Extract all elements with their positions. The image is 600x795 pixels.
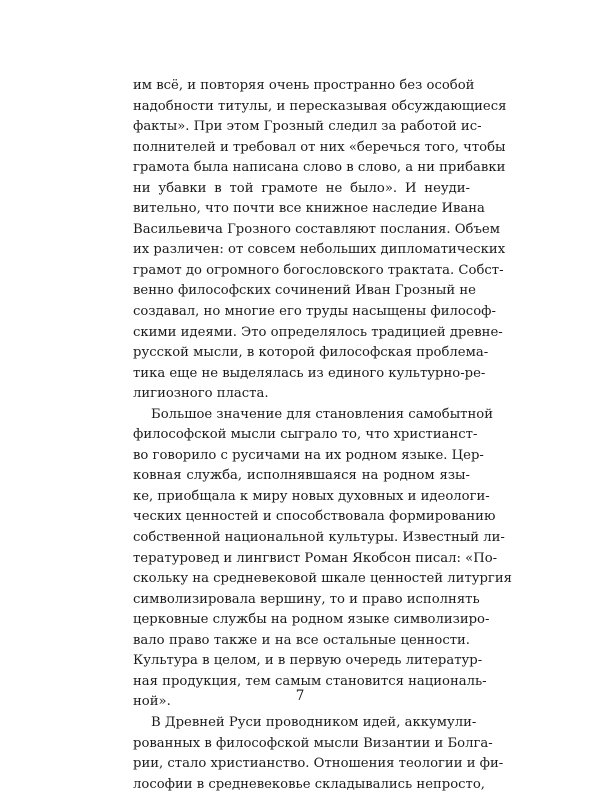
text-line: скими идеями. Это определялось традицией древне- — [133, 324, 503, 340]
page-number: 7 — [295, 688, 305, 704]
text-line: Васильевича Грозного составляют послания. Объем — [133, 221, 500, 237]
text-line: ке, приобщала к миру новых духовных и идеологи- — [133, 488, 490, 504]
text-line: во говорило с русичами на их родном языке. Цер- — [133, 447, 484, 463]
text-line: ной». — [133, 694, 171, 710]
text-line: венно философских сочинений Иван Грозный не — [133, 283, 476, 299]
text-line: грамота была написана слово в слово, а ни прибавки — [133, 160, 506, 176]
text-line: ческих ценностей и способствовала формированию — [133, 509, 496, 525]
text-line: русской мысли, в которой философская проблема- — [133, 345, 489, 361]
text-line: вало право также и на все остальные ценности. — [133, 632, 470, 648]
text-line: собственной национальной культуры. Известный ли- — [133, 530, 505, 546]
text-line: лигиозного пласта. — [133, 386, 269, 402]
text-line: Большое значение для становления самобытной — [151, 406, 493, 422]
text-line: рии, стало христианство. Отношения теологии и фи- — [133, 756, 504, 772]
text-line: грамот до огромного богословского трактата. Собст- — [133, 262, 504, 278]
text-line: вительно, что почти все книжное наследие Ивана — [133, 201, 485, 217]
text-line: их различен: от совсем небольших дипломатических — [133, 242, 506, 258]
text-line: Культура в целом, и в первую очередь литератур- — [133, 653, 483, 669]
text-line: им всё, и повторяя очень пространно без особой — [133, 78, 475, 93]
text-line: создавал, но многие его труды насыщены философ- — [133, 304, 496, 320]
text-line: философской мысли сыграло то, что христианст- — [133, 427, 478, 443]
text-line: тературовед и лингвист Роман Якобсон писал: «По- — [133, 550, 498, 566]
text-line: ни убавки в той грамоте не было». И неуди- — [133, 180, 470, 196]
text-line: факты». При этом Грозный следил за работой ис- — [133, 119, 482, 135]
text-line: В Древней Руси проводником идей, аккумули- — [151, 714, 477, 730]
text-line: ная продукция, тем самым становится националь- — [133, 673, 487, 689]
text-line: церковные службы на родном языке символизиро- — [133, 612, 490, 628]
text-line: надобности титулы, и пересказывая обсуждающиеся — [133, 98, 507, 114]
text-line: тика еще не выделялась из единого культурно-ре- — [133, 365, 486, 381]
text-line: скольку на средневековой шкале ценностей литургия — [133, 571, 512, 587]
text-line: лософии в средневековье складывались непросто, — [133, 776, 485, 792]
text-line: полнителей и требовал от них «беречься того, чтобы — [133, 139, 506, 155]
text-line: ковная служба, исполнявшаяся на родном язы- — [133, 468, 470, 484]
text-line: рованных в философской мысли Византии и Болга- — [133, 735, 493, 751]
text-line: символизировала вершину, то и право исполнять — [133, 591, 480, 607]
